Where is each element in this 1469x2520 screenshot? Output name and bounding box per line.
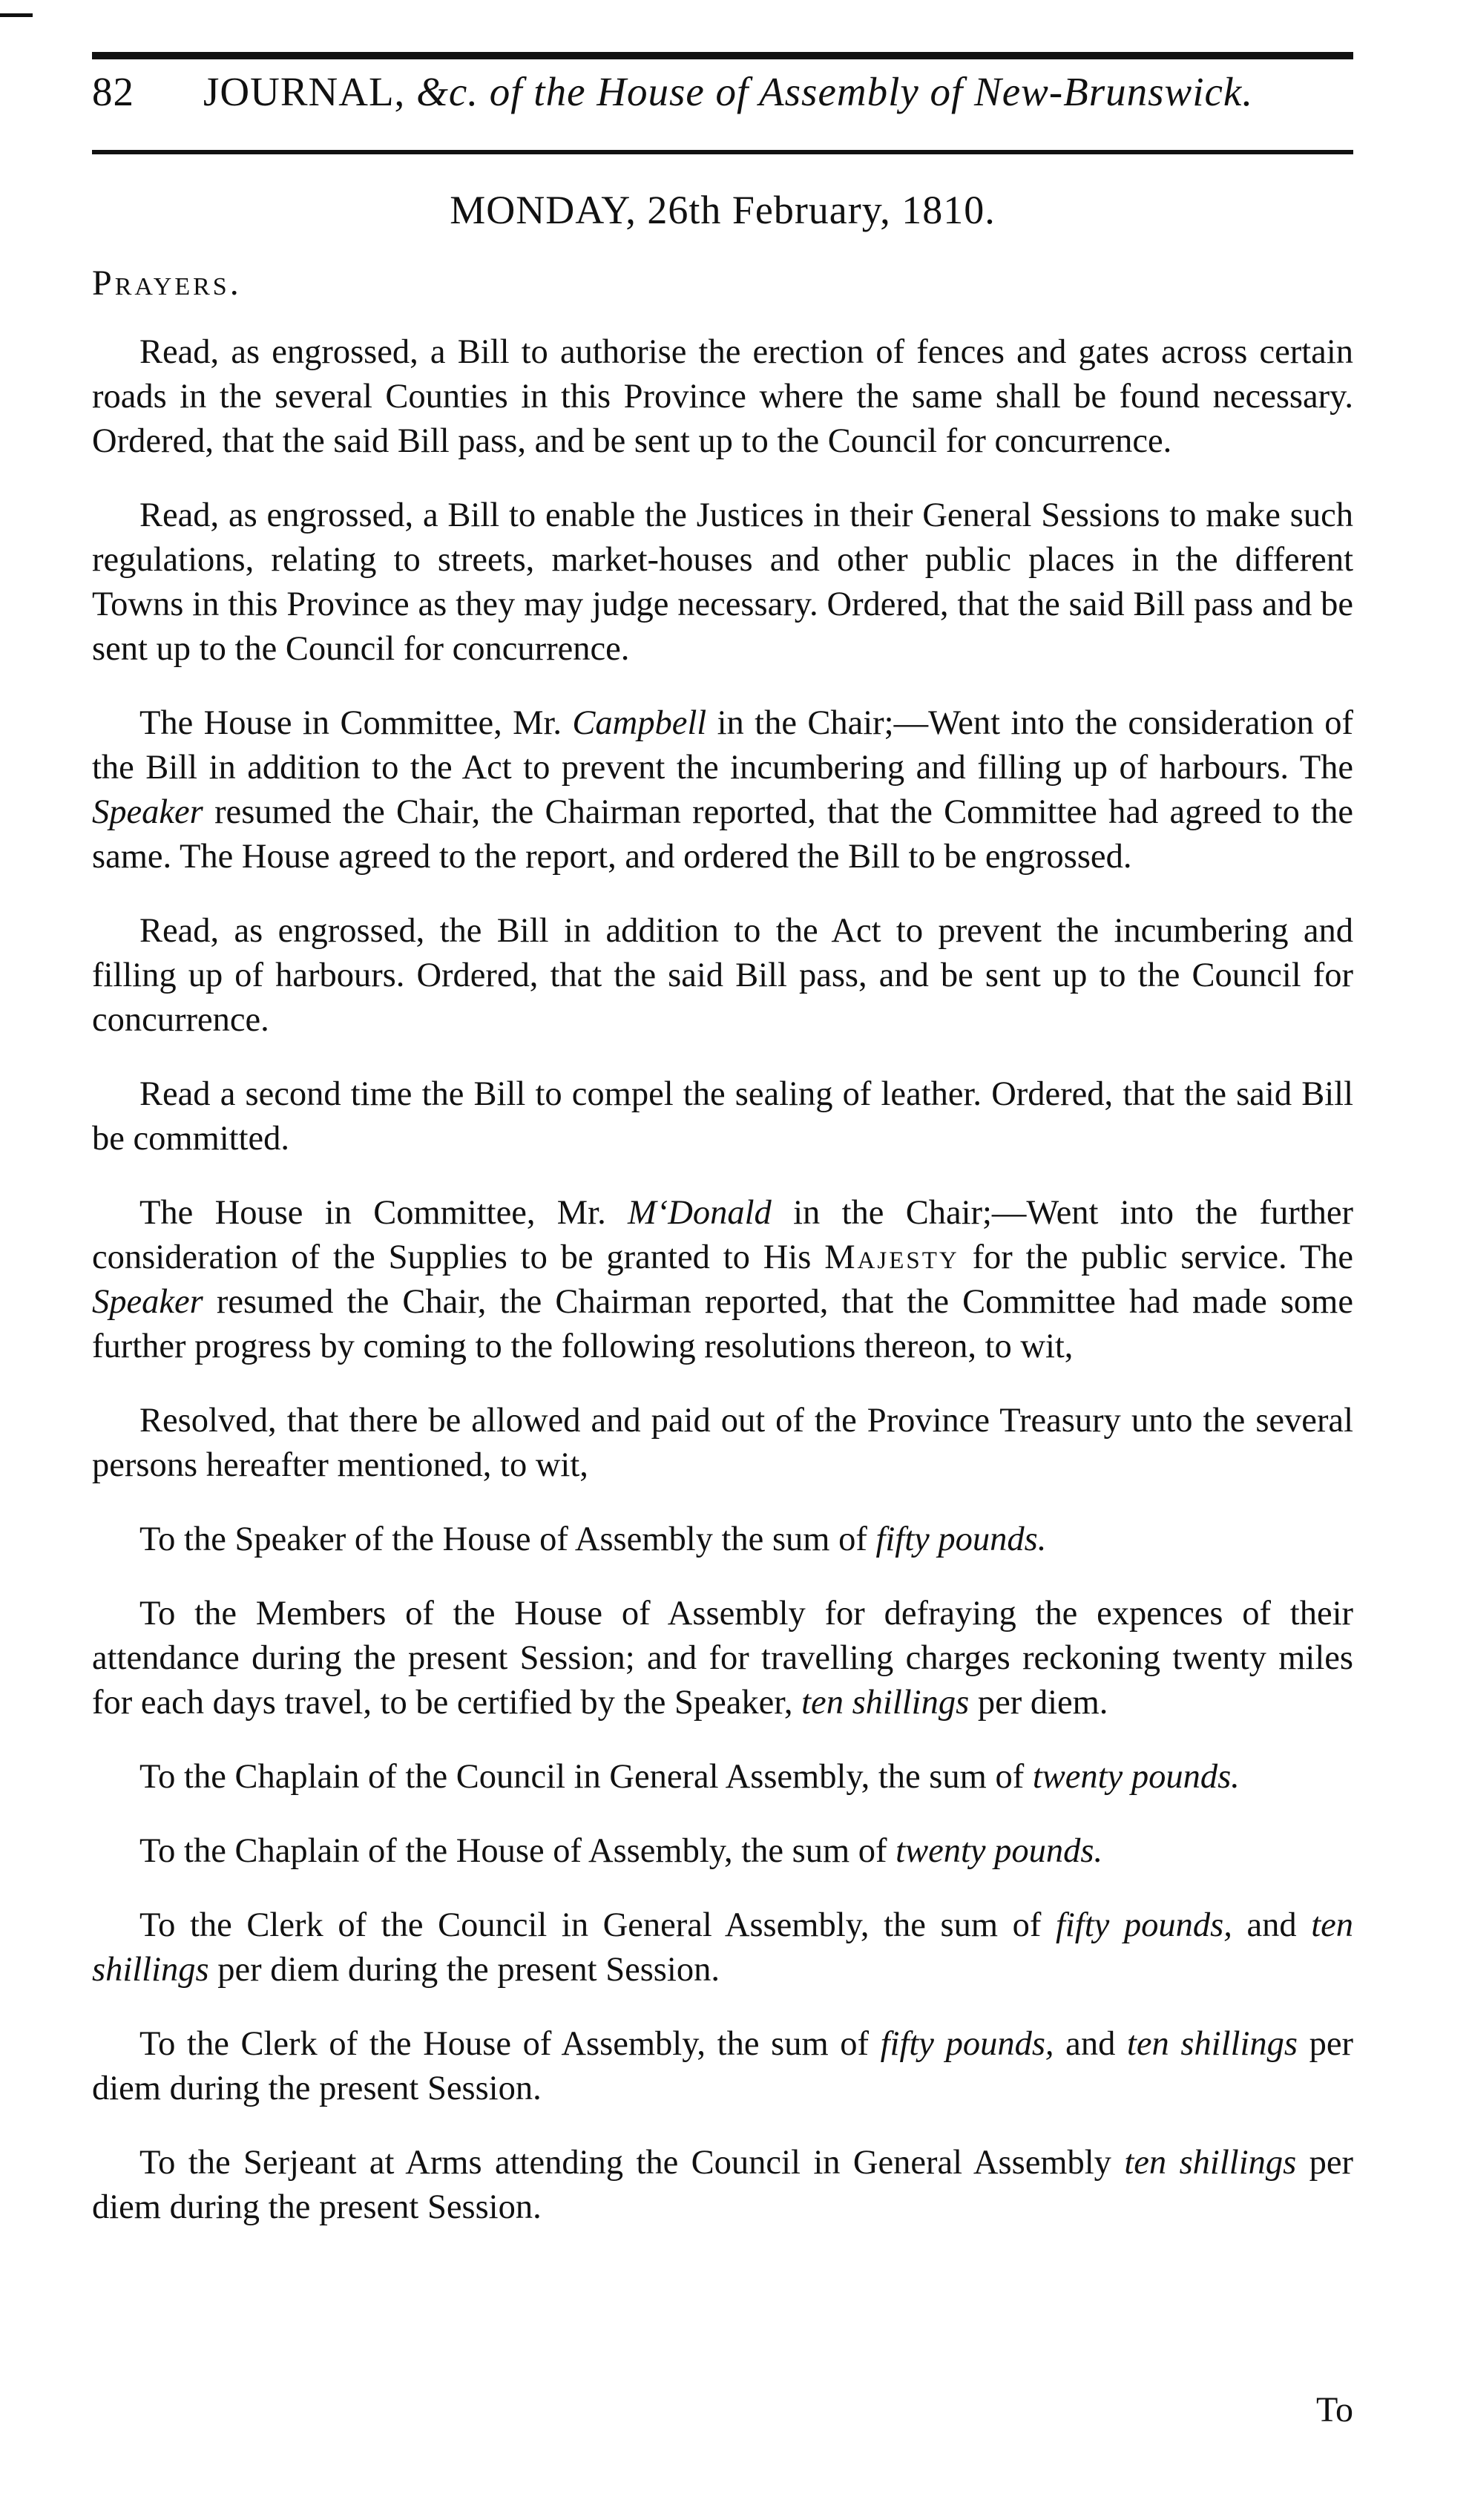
paragraph-text: Resolved, that there be allowed and paid out of the Province Treasury unto the several persons hereafter mentioned, to wit, [92, 1402, 1353, 1484]
italic-text: twenty pounds. [1032, 1758, 1240, 1796]
paragraph-text: Read, as engrossed, a Bill to enable the Justices in their General Sessions to make such regulations, relating to streets, market-houses and other public places in the different Towns in this Province as they may judge necessary. Ordered, that the said Bill pass and be sent up to the Council for concurrence. [92, 496, 1353, 668]
catchword: To [1316, 2390, 1353, 2429]
paragraph-text: To the Chaplain of the House of Assembly, the sum of [139, 1832, 896, 1870]
paragraph-text: in the Chair;—Went into the consideration of the Bill in addition to the Act to prevent the incumbering and filling up of harbours. The [92, 704, 1353, 787]
paragraph-text: To the Speaker of the House of Assembly the sum of [139, 1520, 876, 1558]
paragraph-text: Read a second time the Bill to compel the sealing of leather. Ordered, that the said Bill be committed. [92, 1075, 1353, 1158]
italic-text: fifty pounds, [880, 2025, 1054, 2063]
paragraph-text: To the Members of the House of Assembly for defraying the expences of their attendance during the present Session; and for travelling charges reckoning twenty miles for each days travel, to be certified by the Speaker, [92, 1595, 1353, 1722]
italic-text: fifty pounds. [875, 1520, 1047, 1558]
paragraph-text: To the Clerk of the Council in General Assembly, the sum of [139, 1906, 1056, 1944]
italic-text: ten shillings [1124, 2144, 1297, 2182]
journal-paragraph [92, 2022, 1353, 2111]
header-top-rule [92, 52, 1353, 59]
italic-text: M‘Donald [628, 1194, 772, 1232]
paragraph-text: resumed the Chair, the Chairman reported, that the Committee had made some further progress by coming to the following resolutions thereon, to wit, [92, 1283, 1353, 1365]
journal-paragraph [92, 1829, 1353, 1874]
italic-text: ten shillings [801, 1684, 970, 1722]
paragraph-text: and [1232, 1906, 1312, 1944]
italic-text: twenty pounds. [895, 1832, 1103, 1870]
paragraph-text: The House in Committee, Mr. [139, 1194, 628, 1232]
paragraph-text: per diem during the present Session. [208, 1951, 720, 1989]
italic-text: ten shillings [1126, 2025, 1298, 2063]
italic-text: Speaker [92, 793, 203, 831]
paragraph-text: Read, as engrossed, the Bill in addition to the Act to prevent the incumbering and filling up of harbours. Ordered, that the said Bill pass, and be sent up to the Council for concurrence. [92, 912, 1353, 1039]
journal-paragraph [92, 1592, 1353, 1725]
paragraph-text: To the Clerk of the House of Assembly, the sum of [139, 2025, 881, 2063]
paragraph-text: per diem during the present Session. [92, 2144, 1354, 2226]
journal-title [203, 68, 1253, 115]
journal-paragraph [92, 2141, 1353, 2230]
paragraph-text: per diem during the present Session. [92, 2025, 1354, 2107]
paragraph-text: in the Chair;—Went into the further consideration of the Supplies to be granted to His [92, 1194, 1354, 1276]
small-caps-text: Majesty [824, 1238, 959, 1276]
paragraph-text: and [1054, 2025, 1127, 2063]
journal-paragraph [92, 1903, 1353, 1992]
journal-paragraph [92, 1399, 1353, 1488]
header-bottom-rule [92, 150, 1353, 154]
italic-text: Campbell [572, 704, 707, 742]
paragraph-text: per diem. [969, 1684, 1108, 1722]
journal-paragraph [92, 909, 1353, 1043]
running-head [92, 59, 1353, 148]
journal-paragraph [92, 1755, 1353, 1799]
journal-paragraph [92, 1072, 1353, 1161]
journal-paragraph [92, 1191, 1353, 1369]
journal-title-plain: JOURNAL, [203, 69, 417, 114]
journal-body [92, 330, 1353, 2230]
paragraph-text: To the Chaplain of the Council in General Assembly, the sum of [139, 1758, 1033, 1796]
journal-paragraph [92, 493, 1353, 672]
italic-text: fifty pounds, [1055, 1906, 1232, 1944]
paragraph-text: for the public service. The [959, 1238, 1353, 1276]
journal-paragraph [92, 330, 1353, 464]
journal-paragraph [92, 701, 1353, 879]
page-number: 82 [92, 69, 134, 114]
prayers-heading: Prayers. [92, 263, 242, 303]
paragraph-text: The House in Committee, Mr. [139, 704, 573, 742]
journal-paragraph [92, 1517, 1353, 1562]
paragraph-text: resumed the Chair, the Chairman reported, that the Committee had agreed to the same. The House agreed to the report, and ordered the Bill to be engrossed. [92, 793, 1353, 876]
journal-page [92, 52, 1353, 2260]
journal-title-italic: &c. of the House of Assembly of New-Brunswick. [416, 69, 1254, 114]
paragraph-text: To the Serjeant at Arms attending the Council in General Assembly [139, 2144, 1125, 2182]
italic-text: Speaker [92, 1283, 203, 1321]
margin-tick-mark [0, 13, 33, 17]
date-heading: MONDAY, 26th February, 1810. [450, 188, 996, 232]
paragraph-text: Read, as engrossed, a Bill to authorise the erection of fences and gates across certain roads in the several Counties in this Province where the same shall be found necessary. Ordered, that the said Bill pass, and be sent up to the Council for concurrence. [92, 333, 1353, 460]
italic-text: ten shillings [92, 1906, 1353, 1989]
